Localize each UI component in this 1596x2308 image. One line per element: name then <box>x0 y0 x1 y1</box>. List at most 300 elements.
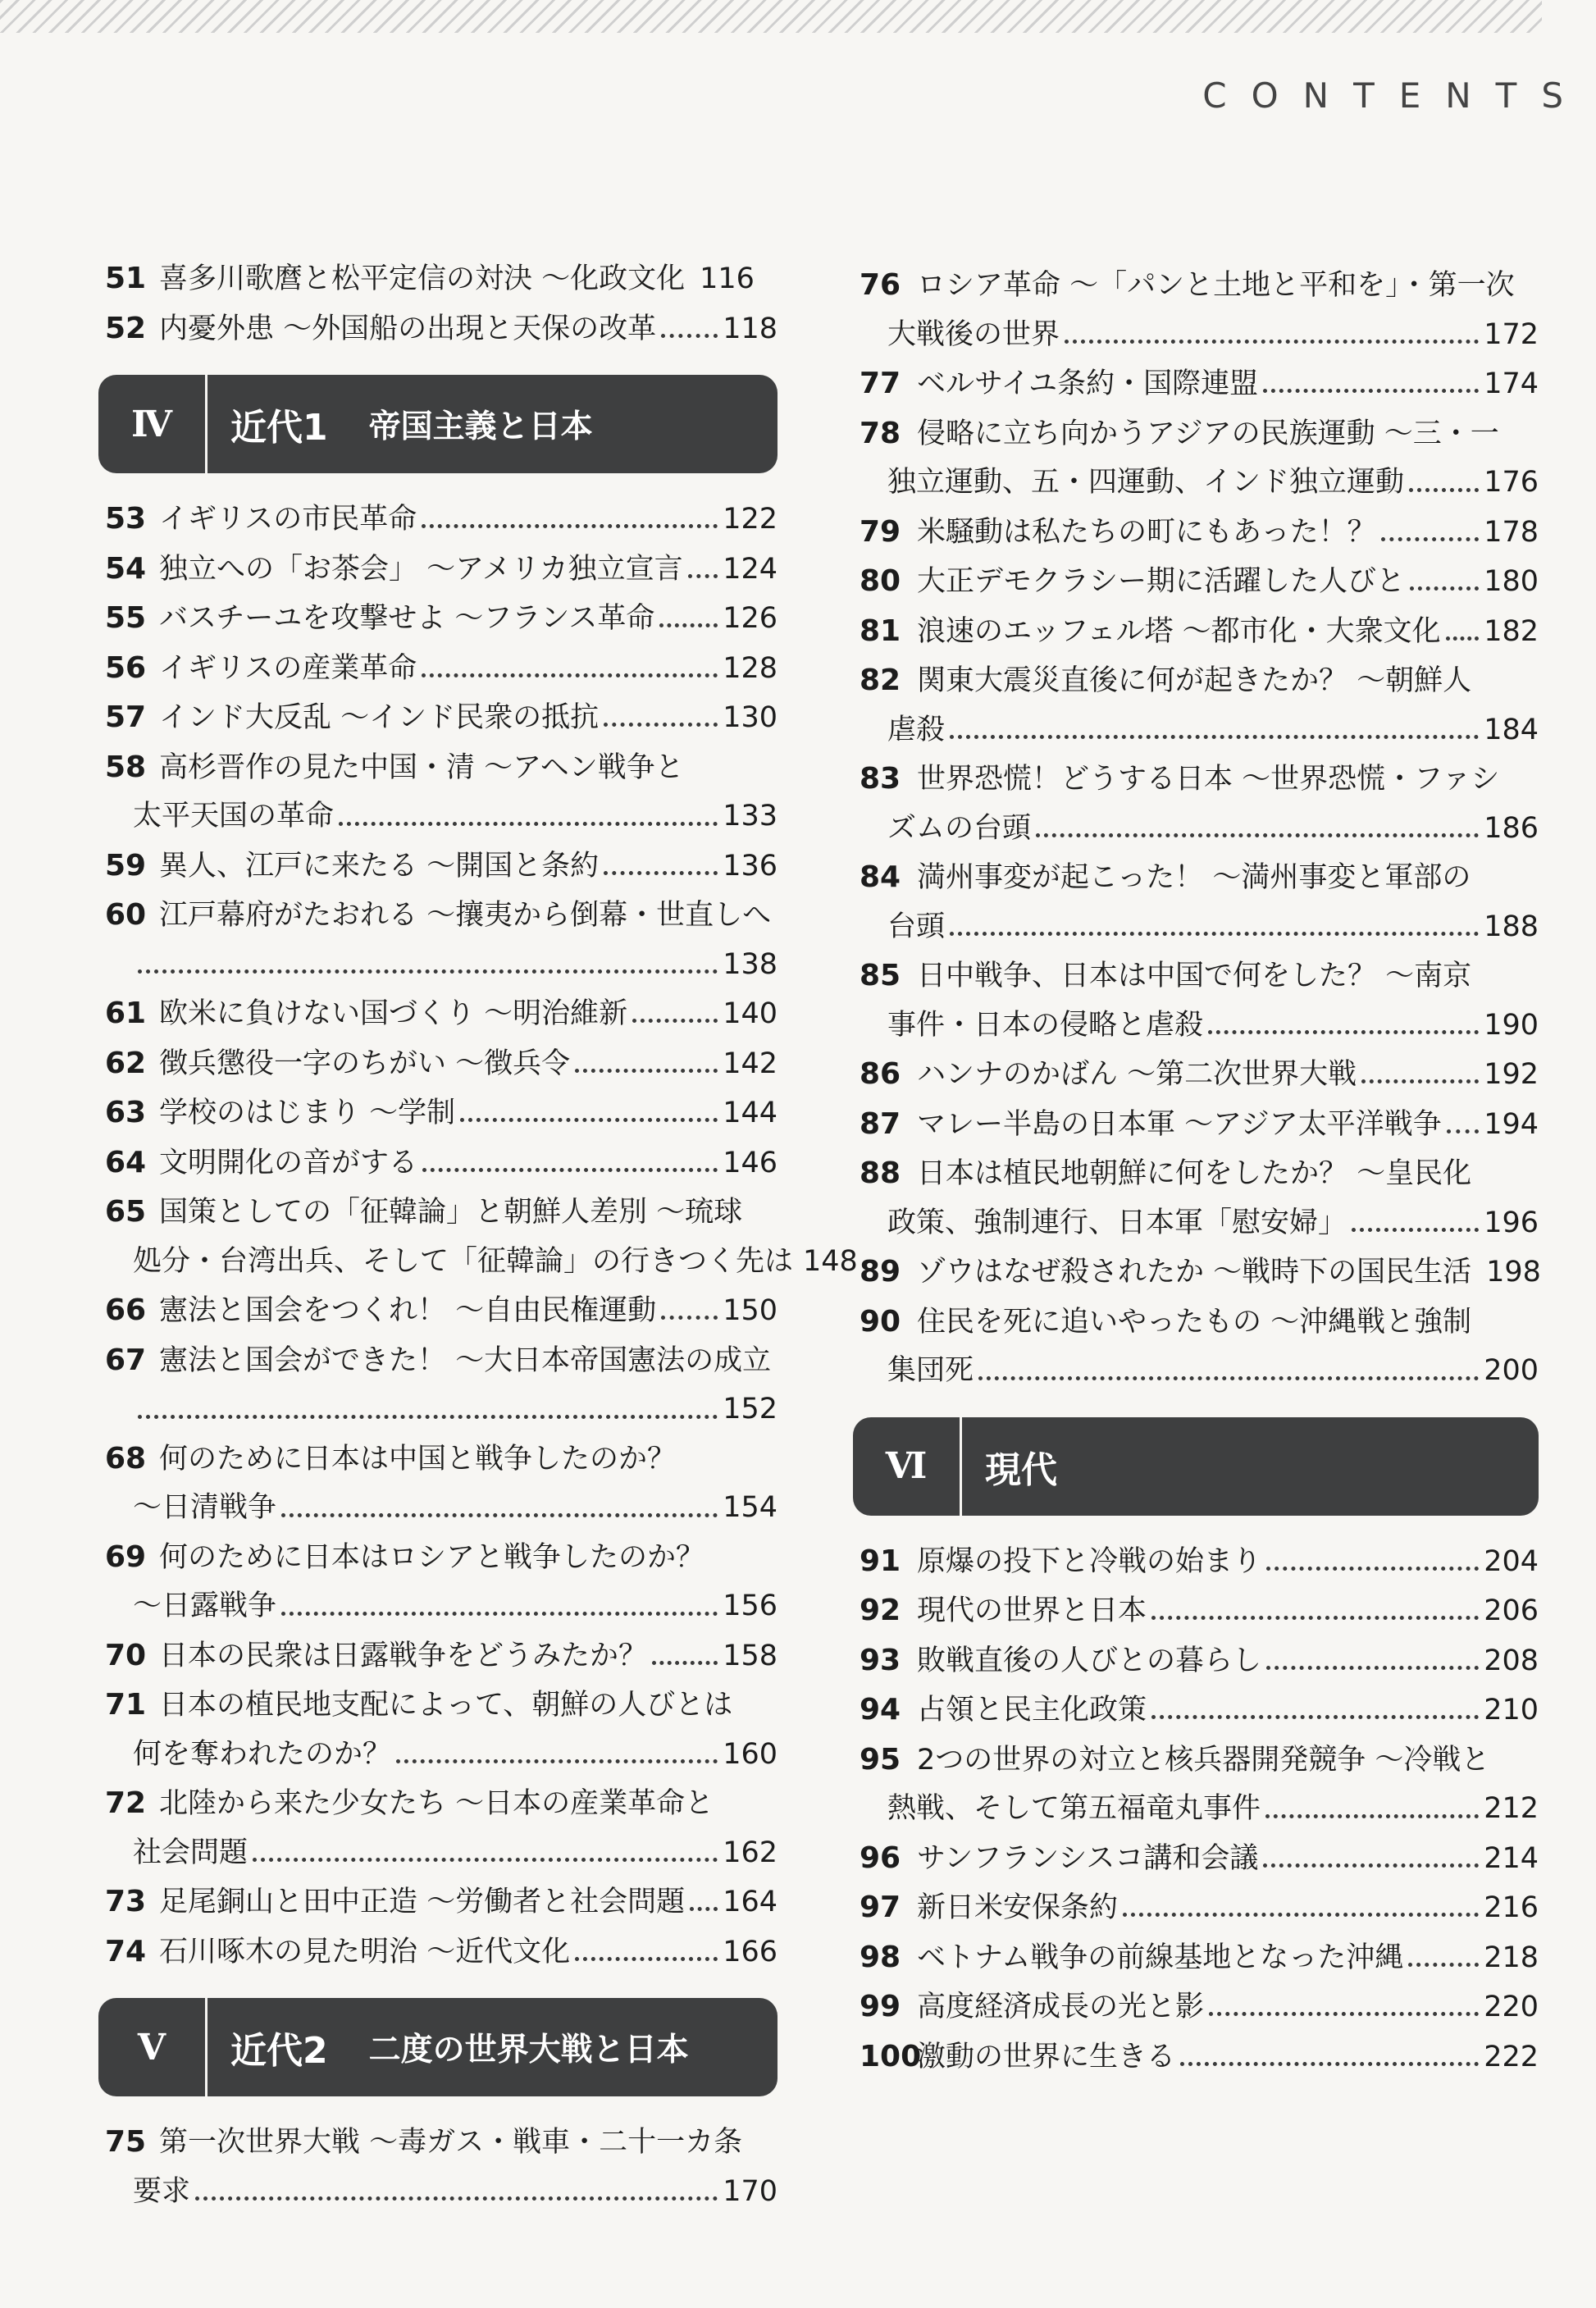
entry-number: 80 <box>860 564 901 598</box>
toc-entry <box>860 1586 1539 1636</box>
dot-leader <box>339 821 718 826</box>
toc-entry-continuation <box>860 458 1539 508</box>
toc-entry <box>860 409 1539 508</box>
toc-entry-continuation <box>860 706 1539 755</box>
toc-entry-line <box>860 656 1539 706</box>
section-title: 現代 <box>985 1448 1057 1491</box>
dot-leader <box>253 1857 718 1862</box>
toc-entry-line <box>105 304 777 354</box>
toc-entry-line <box>105 1138 777 1188</box>
entry-title: 学校のはじまり 〜学制 <box>159 1097 456 1129</box>
entry-number: 83 <box>860 762 901 796</box>
entry-number: 79 <box>860 514 901 549</box>
toc-entry <box>105 1336 777 1435</box>
toc-entry-line <box>105 1039 777 1089</box>
section-subtitle: 帝国主義と日本 <box>368 408 593 445</box>
entry-number: 98 <box>860 1940 901 1974</box>
entry-title: 足尾銅山と田中正造 〜労働者と社会問題 <box>159 1886 686 1918</box>
toc-entry <box>860 1149 1539 1248</box>
entry-page-number: 180 <box>1484 565 1539 598</box>
entry-title: 高杉晋作の見た中国・清 〜アヘン戦争と <box>159 750 684 784</box>
section-roman: Ⅴ <box>98 1998 207 2096</box>
entry-title: 独立への「お茶会」 〜アメリカ独立宣言 <box>159 552 683 586</box>
toc-entry-line <box>860 1586 1539 1636</box>
entry-number: 94 <box>860 1693 901 1726</box>
entry-number: 90 <box>860 1304 901 1339</box>
entry-number: 91 <box>860 1544 901 1578</box>
entry-title: 憲法と国会ができた！ 〜大日本帝国憲法の成立 <box>159 1343 772 1377</box>
toc-entry-line <box>860 1636 1539 1686</box>
toc-entry <box>105 495 777 545</box>
entry-number: 69 <box>105 1539 147 1574</box>
toc-entry <box>105 594 777 644</box>
entry-title: 新日米安保条約 <box>917 1891 1119 1924</box>
toc-entry-line <box>860 508 1539 558</box>
toc-entry <box>860 656 1539 755</box>
toc-entry <box>105 1779 777 1877</box>
entry-title: 現代の世界と日本 <box>917 1594 1147 1627</box>
entry-page-number: 152 <box>723 1393 777 1425</box>
entry-number: 82 <box>860 664 901 697</box>
toc-entry-line <box>860 1100 1539 1150</box>
entry-title: 太平天国の革命 <box>133 800 335 832</box>
entry-title: 世界恐慌！どうする日本 〜世界恐慌・ファシ <box>917 763 1500 796</box>
entry-title: 侵略に立ち向かうアジアの民族運動 〜三・一 <box>917 417 1499 450</box>
toc-entry-line <box>105 743 777 793</box>
dot-leader <box>652 1660 718 1665</box>
entry-title: バスチーユを攻撃せよ 〜フランス革命 <box>159 602 655 635</box>
toc-entry <box>860 1298 1539 1396</box>
entry-title: イギリスの産業革命 <box>159 651 417 685</box>
toc-entry <box>860 1248 1539 1298</box>
entry-number: 66 <box>105 1293 147 1327</box>
toc-entry-line <box>105 495 777 545</box>
toc-entry-line <box>860 1736 1539 1786</box>
entry-page-number: 190 <box>1484 1008 1539 1042</box>
toc-entry <box>105 254 777 304</box>
entry-page-number: 174 <box>1484 367 1539 400</box>
dot-leader <box>422 1167 718 1172</box>
entry-page-number: 154 <box>723 1491 777 1524</box>
dot-leader <box>1381 536 1480 541</box>
entry-page-number: 144 <box>723 1097 777 1129</box>
toc-entry-line <box>105 254 777 304</box>
entry-page-number: 186 <box>1484 811 1539 845</box>
entry-page-number: 176 <box>1484 466 1539 499</box>
dot-leader <box>950 931 1479 936</box>
entry-page-number: 222 <box>1484 2040 1539 2073</box>
entry-number: 75 <box>105 2125 147 2159</box>
toc-entry-line <box>105 693 777 743</box>
entry-title: 政策、強制連行、日本軍「慰安婦」 <box>887 1206 1347 1239</box>
toc-entry-line <box>860 1149 1539 1199</box>
entry-title: 日本の植民地支配によって、朝鮮の人びとは <box>159 1689 733 1722</box>
toc-entry-line <box>860 1537 1539 1587</box>
dot-leader <box>1209 2011 1479 2016</box>
dot-leader <box>1352 1227 1479 1232</box>
entry-page-number: 164 <box>723 1886 777 1918</box>
entry-title: 日中戦争、日本は中国で何をした？ 〜南京 <box>917 960 1472 992</box>
toc-entry <box>860 1685 1539 1736</box>
entry-title: 住民を死に追いやったもの 〜沖縄戦と強制 <box>917 1305 1472 1339</box>
toc-entry-continuation <box>860 1347 1539 1396</box>
toc-entry <box>105 2118 777 2216</box>
toc-entry-line <box>105 989 777 1039</box>
toc-entry <box>860 557 1539 607</box>
entry-number: 55 <box>105 601 147 635</box>
toc-entry-continuation <box>105 792 777 842</box>
dot-leader <box>138 1414 718 1419</box>
toc-entry-line <box>860 1298 1539 1348</box>
toc-entry-line <box>105 1188 777 1238</box>
toc-entry-line <box>860 1248 1539 1298</box>
toc-entry-continuation <box>105 1385 777 1435</box>
dot-leader <box>950 734 1479 739</box>
entry-number: 96 <box>860 1840 901 1875</box>
toc-entry-continuation <box>105 1582 777 1631</box>
entry-title: 処分・台湾出兵、そして「征韓論」の行きつく先は <box>133 1244 794 1278</box>
entry-page-number: 212 <box>1484 1792 1539 1825</box>
toc-entry-line <box>105 1533 777 1583</box>
toc-entry-line <box>105 1088 777 1138</box>
entry-page-number: 126 <box>723 602 777 635</box>
entry-title: ハンナのかばん 〜第二次世界大戦 <box>917 1058 1357 1091</box>
entry-page-number: 194 <box>1484 1107 1539 1141</box>
entry-title: ロシア革命 〜「パンと土地と平和を」・第一次 <box>917 269 1515 302</box>
entry-number: 61 <box>105 997 147 1030</box>
dot-leader <box>1180 2061 1479 2066</box>
entry-page-number: 170 <box>723 2174 777 2208</box>
entry-page-number: 118 <box>723 312 777 345</box>
toc-entry <box>105 1088 777 1138</box>
dot-leader <box>604 870 718 875</box>
entry-number: 89 <box>860 1255 901 1289</box>
toc-entry-line <box>105 1681 777 1731</box>
entry-page-number: 218 <box>1484 1941 1539 1974</box>
dot-leader <box>688 573 718 578</box>
dot-leader <box>1263 388 1479 393</box>
entry-number: 86 <box>860 1057 901 1091</box>
toc-entry <box>105 891 777 989</box>
entry-number: 51 <box>105 262 147 295</box>
toc-entry-line <box>105 842 777 892</box>
section-roman: Ⅵ <box>853 1417 962 1516</box>
toc-entry-line <box>105 1779 777 1829</box>
entry-title: 石川啄木の見た明治 〜近代文化 <box>159 1935 571 1968</box>
entry-number: 100 <box>860 2039 922 2073</box>
dot-leader <box>1263 1863 1479 1868</box>
entry-number: 65 <box>105 1195 147 1229</box>
entry-page-number: 133 <box>723 800 777 832</box>
toc-entry-continuation <box>105 1829 777 1878</box>
toc-entry <box>860 607 1539 657</box>
entry-number: 68 <box>105 1441 147 1476</box>
toc-entry-continuation <box>860 1001 1539 1051</box>
entry-number: 57 <box>105 700 147 734</box>
entry-number: 58 <box>105 750 147 784</box>
toc-entry-line <box>105 1877 777 1927</box>
entry-number: 54 <box>105 551 147 586</box>
toc-entry-line <box>105 2118 777 2168</box>
entry-title: 徴兵懲役一字のちがい 〜徴兵令 <box>159 1047 571 1080</box>
dot-leader <box>1409 487 1479 492</box>
toc-entry-line <box>860 1834 1539 1884</box>
entry-title: 要求 <box>133 2174 191 2208</box>
toc-entry-line <box>860 2032 1539 2082</box>
entry-title: 大戦後の世界 <box>887 317 1060 351</box>
dot-leader <box>978 1375 1479 1380</box>
entry-title: ベルサイユ条約・国際連盟 <box>917 367 1259 400</box>
dot-leader <box>1036 832 1479 837</box>
entry-page-number: 148 <box>803 1244 858 1278</box>
toc-entry-line <box>105 644 777 694</box>
toc-entry-continuation <box>860 1785 1539 1834</box>
entry-number: 99 <box>860 1990 901 2023</box>
entry-title: 何を奪われたのか？ <box>133 1737 392 1771</box>
entry-number: 53 <box>105 502 147 536</box>
dot-leader <box>690 1906 718 1911</box>
toc-entry-continuation <box>860 311 1539 360</box>
dot-leader <box>1266 1665 1479 1670</box>
entry-title: 虐殺 <box>887 713 946 746</box>
toc-entry-line <box>860 1933 1539 1983</box>
section-heading-iv <box>98 375 777 473</box>
toc-entry-line <box>860 1883 1539 1933</box>
entry-title: 浪速のエッフェル塔 〜都市化・大衆文化 <box>917 614 1441 648</box>
entry-page-number: 220 <box>1484 1991 1539 2023</box>
entry-title: 喜多川歌麿と松平定信の対決 〜化政文化 <box>159 262 686 295</box>
entry-title: 事件・日本の侵略と虐殺 <box>887 1008 1204 1042</box>
entry-page-number: 172 <box>1484 317 1539 351</box>
entry-number: 70 <box>105 1638 147 1672</box>
entry-title: 大正デモクラシー期に活躍した人びと <box>917 565 1406 598</box>
toc-entry <box>860 951 1539 1050</box>
toc-entry <box>105 1188 858 1286</box>
entry-title: 江戸幕府がたおれる 〜攘夷から倒幕・世直しへ <box>159 899 772 932</box>
entry-title: マレー半島の日本軍 〜アジア太平洋戦争 <box>917 1107 1442 1141</box>
toc-entry <box>105 545 777 595</box>
entry-number: 72 <box>105 1786 147 1820</box>
entry-title: 米騒動は私たちの町にもあった！？ <box>917 515 1376 549</box>
entry-number: 52 <box>105 311 147 345</box>
entry-number: 59 <box>105 848 147 883</box>
toc-entry <box>105 989 777 1039</box>
entry-number: 85 <box>860 959 901 992</box>
entry-title: 激動の世界に生きる <box>917 2040 1176 2073</box>
toc-entry-line <box>860 1685 1539 1736</box>
toc-entry-continuation <box>860 1199 1539 1248</box>
toc-group <box>105 2118 777 2216</box>
toc-entry <box>860 755 1539 853</box>
toc-entry-line <box>105 1435 777 1485</box>
dot-leader <box>1447 1129 1479 1133</box>
dot-leader <box>1151 1714 1479 1719</box>
dot-leader <box>575 1068 718 1073</box>
entry-number: 60 <box>105 898 147 932</box>
entry-title: 占領と民主化政策 <box>917 1694 1147 1726</box>
entry-page-number: 156 <box>723 1590 777 1622</box>
dot-leader <box>661 1315 718 1320</box>
dot-leader <box>1446 636 1480 641</box>
entry-page-number: 122 <box>723 503 777 536</box>
toc-entry-continuation <box>105 1731 777 1780</box>
dot-leader <box>661 333 718 338</box>
section-title: 近代1 <box>230 407 328 449</box>
entry-title: 高度経済成長の光と影 <box>917 1991 1205 2023</box>
entry-page-number: 166 <box>723 1935 777 1968</box>
toc-entry <box>105 1877 777 1927</box>
entry-title: イギリスの市民革命 <box>159 503 417 536</box>
toc-entry <box>105 1435 777 1533</box>
entry-title: ズムの台頭 <box>887 811 1032 845</box>
toc-entry-line <box>105 545 777 595</box>
entry-number: 76 <box>860 268 901 302</box>
toc-entry <box>860 1537 1539 1587</box>
dot-leader <box>575 1956 718 1961</box>
toc-entry <box>860 2032 1539 2082</box>
toc-entry <box>860 1933 1539 1983</box>
toc-entry <box>105 1631 777 1681</box>
section-heading-vi <box>853 1417 1539 1516</box>
dot-leader <box>1065 339 1479 344</box>
toc-entry-line <box>860 359 1539 409</box>
entry-page-number: 158 <box>723 1639 777 1672</box>
dot-leader <box>604 722 718 727</box>
toc-right-column <box>860 261 1539 2082</box>
toc-entry <box>105 743 777 842</box>
entry-title: サンフランシスコ講和会議 <box>917 1841 1259 1875</box>
entry-number: 64 <box>105 1145 147 1179</box>
entry-number: 62 <box>105 1046 147 1080</box>
dot-leader <box>281 1512 718 1517</box>
dot-leader <box>138 969 718 974</box>
toc-entry-continuation <box>860 805 1539 854</box>
toc-entry-line <box>105 891 777 941</box>
entry-title: ベトナム戦争の前線基地となった沖縄 <box>917 1941 1404 1974</box>
entry-title: 原爆の投下と冷戦の始まり <box>917 1544 1262 1578</box>
toc-entry <box>860 359 1539 409</box>
entry-title: 台頭 <box>887 910 946 943</box>
entry-page-number: 178 <box>1484 515 1539 549</box>
dot-leader <box>659 623 718 627</box>
toc-entry <box>860 1883 1539 1933</box>
entry-title: 日本の民衆は日露戦争をどうみたか？ <box>159 1639 648 1672</box>
dot-leader <box>396 1758 718 1763</box>
toc-entry-continuation <box>860 903 1539 952</box>
entry-page-number: 192 <box>1484 1058 1539 1091</box>
toc-entry <box>860 261 1539 359</box>
toc-entry <box>860 508 1539 558</box>
entry-title: 社会問題 <box>133 1836 249 1869</box>
section-heading-v <box>98 1998 777 2096</box>
entry-page-number: 142 <box>723 1047 777 1080</box>
entry-number: 77 <box>860 367 901 400</box>
section-subtitle: 二度の世界大戦と日本 <box>368 2032 689 2069</box>
dot-leader <box>460 1117 718 1122</box>
entry-page-number: 162 <box>723 1836 777 1869</box>
dot-leader <box>1208 1029 1479 1034</box>
entry-page-number: 160 <box>723 1737 777 1771</box>
entry-title: 内憂外患 〜外国船の出現と天保の改革 <box>159 312 657 345</box>
dot-leader <box>1151 1615 1479 1620</box>
toc-entry <box>105 1138 777 1188</box>
entry-title: 満州事変が起こった！ 〜満州事変と軍部の <box>917 861 1471 894</box>
entry-title: 北陸から来た少女たち 〜日本の産業革命と <box>159 1787 714 1820</box>
entry-title: 熱戦、そして第五福竜丸事件 <box>887 1792 1261 1825</box>
toc-entry <box>105 1039 777 1089</box>
entry-page-number: 206 <box>1484 1594 1539 1627</box>
toc-entry-line <box>860 1982 1539 2032</box>
entry-number: 78 <box>860 416 901 450</box>
entry-page-number: 130 <box>723 701 777 734</box>
entry-page-number: 128 <box>723 651 777 685</box>
entry-number: 87 <box>860 1106 901 1141</box>
toc-entry-line <box>860 951 1539 1001</box>
entry-title: 日本は植民地朝鮮に何をしたか？ 〜皇民化 <box>917 1157 1472 1190</box>
entry-page-number: 146 <box>723 1146 777 1179</box>
entry-title: 国策としての「征韓論」と朝鮮人差別 〜琉球 <box>159 1196 743 1229</box>
toc-entry <box>105 1927 777 1977</box>
contents-header: CONTENTS <box>1202 75 1588 116</box>
toc-entry-line <box>860 409 1539 459</box>
entry-number: 88 <box>860 1156 901 1190</box>
dot-leader <box>1265 1813 1479 1818</box>
entry-number: 93 <box>860 1643 901 1677</box>
toc-entry-line <box>860 607 1539 657</box>
section-title: 近代2 <box>230 2030 328 2072</box>
toc-entry <box>105 304 777 354</box>
dot-leader <box>281 1611 718 1616</box>
dot-leader <box>1123 1912 1479 1917</box>
toc-entry-line <box>105 1336 777 1386</box>
entry-number: 97 <box>860 1891 901 1924</box>
entry-number: 73 <box>105 1885 147 1918</box>
entry-page-number: 182 <box>1484 614 1539 648</box>
entry-title: 〜日露戦争 <box>133 1590 277 1622</box>
entry-title: 独立運動、五・四運動、インド独立運動 <box>887 466 1405 499</box>
toc-entry-continuation <box>105 941 777 990</box>
toc-entry-line <box>105 1286 777 1336</box>
toc-entry-line <box>860 853 1539 903</box>
entry-title: 〜日清戦争 <box>133 1491 277 1524</box>
toc-entry <box>860 853 1539 951</box>
entry-title: インド大反乱 〜インド民衆の抵抗 <box>159 701 600 734</box>
entry-number: 81 <box>860 613 901 648</box>
entry-title: 憲法と国会をつくれ！ 〜自由民権運動 <box>159 1294 657 1327</box>
entry-page-number: 208 <box>1484 1644 1539 1677</box>
toc-entry-continuation <box>105 1484 777 1533</box>
entry-page-number: 184 <box>1484 713 1539 746</box>
toc-entry <box>105 1533 777 1631</box>
toc-entry-line <box>105 1927 777 1977</box>
entry-page-number: 138 <box>723 947 777 981</box>
dot-leader <box>632 1018 718 1023</box>
toc-group <box>105 254 777 353</box>
entry-title: ゾウはなぜ殺されたか 〜戦時下の国民生活 <box>917 1256 1472 1289</box>
section-roman: Ⅳ <box>98 375 207 473</box>
entry-page-number: 210 <box>1484 1694 1539 1726</box>
dot-leader <box>195 2196 718 2201</box>
entry-page-number: 188 <box>1484 910 1539 943</box>
entry-title: 異人、江戸に来たる 〜開国と条約 <box>159 849 600 883</box>
entry-page-number: 200 <box>1484 1354 1539 1387</box>
entry-title: 何のために日本は中国と戦争したのか？ <box>159 1442 677 1476</box>
toc-entry-line <box>860 755 1539 805</box>
entry-title: 敗戦直後の人びとの暮らし <box>917 1644 1262 1677</box>
toc-entry-line <box>105 594 777 644</box>
toc-entry <box>860 1636 1539 1686</box>
toc-entry-line <box>860 1050 1539 1100</box>
